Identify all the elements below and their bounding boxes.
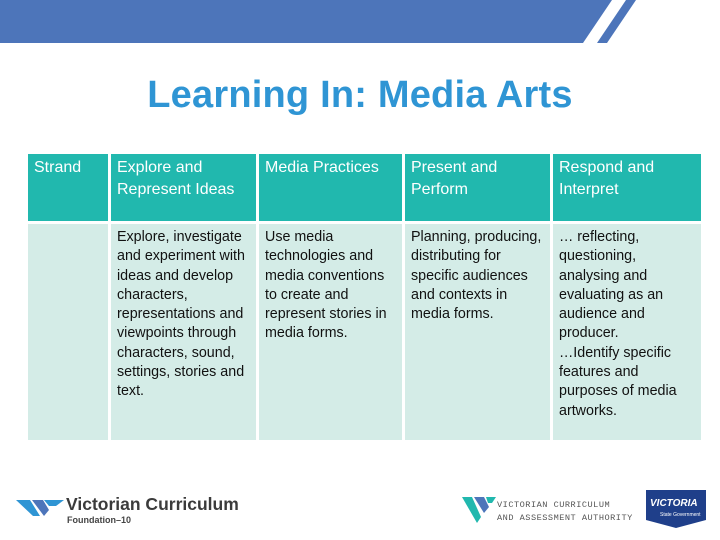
top-banner: [0, 0, 720, 43]
banner-stripes-icon: [0, 0, 720, 43]
victorian-curriculum-name: Victorian Curriculum: [66, 494, 239, 514]
table-cell-present: Planning, producing, distributing for specific audiences and contexts in media forms.: [405, 224, 550, 440]
table-cell-respond: … reflecting, questioning, analysing and evaluating as an audience and producer. …Identify specific features and purposes of media artworks.: [553, 224, 701, 440]
header-cell-strand: Strand: [28, 154, 108, 221]
header-cell-explore: Explore and Represent Ideas: [111, 154, 256, 221]
vic-logo-sub: State Government: [660, 512, 701, 518]
table-cell-explore: Explore, investigate and experiment with ideas and develop characters, representations and viewpoints through characters, sound, settings, stories and text.: [111, 224, 256, 440]
header-cell-respond: Respond and Interpret: [553, 154, 701, 221]
vcaa-logo-icon: [462, 495, 496, 525]
table-header-row: [28, 154, 701, 221]
header-cell-present: Present and Perform: [405, 154, 550, 221]
table-cell-strand: [28, 224, 108, 440]
victorian-curriculum-subtitle: Foundation–10: [67, 515, 132, 525]
vcaa-name: VICTORIAN CURRICULUM AND ASSESSMENT AUTHORITY: [497, 500, 633, 523]
slide-title: Learning In: Media Arts: [147, 74, 573, 116]
victorian-curriculum-logo-icon: [16, 492, 64, 522]
table-row: [28, 224, 701, 440]
table-cell-media-practices: Use media technologies and media conventions to create and represent stories in media forms.: [259, 224, 402, 440]
header-cell-media-practices: Media Practices: [259, 154, 402, 221]
vic-logo-text: VICTORIA: [650, 498, 698, 509]
strand-table: [25, 151, 704, 443]
victoria-state-government-logo-icon: [646, 490, 706, 528]
